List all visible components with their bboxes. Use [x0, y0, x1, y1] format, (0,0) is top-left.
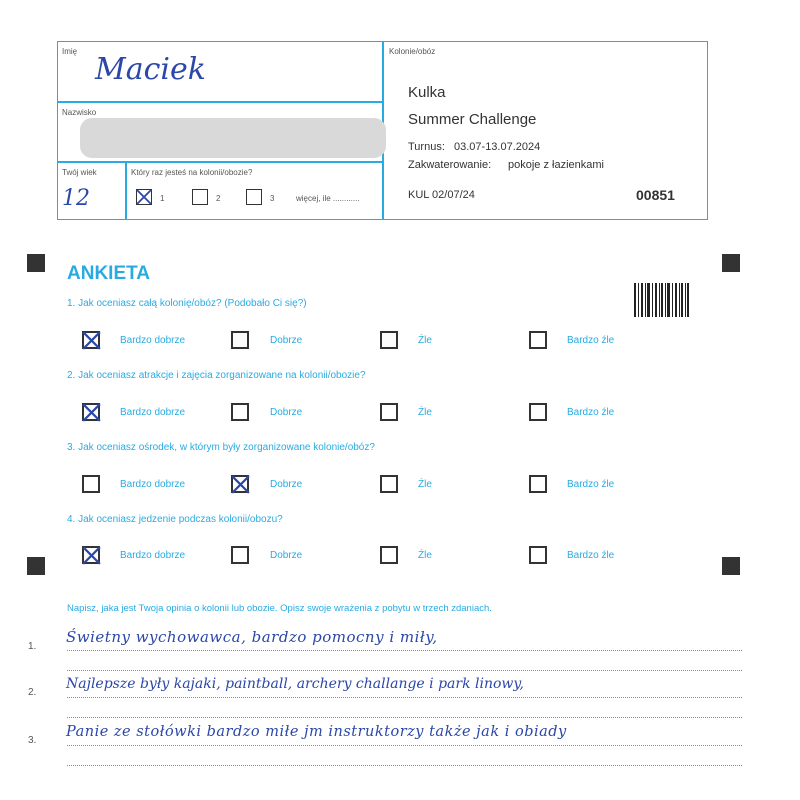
question-3-option-very-good: Bardzo dobrze: [120, 479, 186, 490]
opinion-prompt: Napisz, jaka jest Twoja opinia o kolonii lub obozie. Opisz swoje wrażenia z pobytu w trzech zdaniach.: [67, 603, 492, 614]
question-3-option-bad: Źle: [418, 479, 432, 490]
registration-marker-top-right: [722, 254, 740, 272]
times-checkbox-3[interactable]: [246, 189, 262, 205]
opinion-number-2: 2.: [28, 687, 37, 698]
survey-title: ANKIETA: [67, 263, 151, 284]
opinion-line-3b: [67, 765, 742, 766]
age-label: Twój wiek: [62, 168, 97, 177]
question-3-checkbox-very-bad[interactable]: [529, 475, 547, 493]
question-1-text: 1. Jak oceniasz całą kolonię/obóz? (Podobało Ci się?): [67, 298, 307, 309]
age-value[interactable]: 12: [62, 186, 90, 211]
question-3-checkbox-very-good[interactable]: [82, 475, 100, 493]
check-x-icon: [135, 188, 153, 206]
opinion-sentence-3[interactable]: Panie ze stołówki bardzo miłe jm instruktorzy także jak i obiady: [66, 724, 567, 740]
times-checkbox-2[interactable]: [192, 189, 208, 205]
times-option-more: więcej, ile ............: [296, 194, 360, 203]
question-1-checkbox-very-bad[interactable]: [529, 331, 547, 349]
camp-label: Kolonie/obóz: [389, 47, 436, 56]
question-1-option-bad: Źle: [418, 335, 432, 346]
registration-marker-top-left: [27, 254, 45, 272]
opinion-line-2b: [67, 717, 742, 718]
question-1-checkbox-good[interactable]: [231, 331, 249, 349]
registration-marker-bottom-left: [27, 557, 45, 575]
question-4-option-good: Dobrze: [270, 550, 303, 561]
camp-name: Kulka: [408, 84, 446, 101]
name-label: Imię: [62, 47, 78, 56]
question-1-option-good: Dobrze: [270, 335, 303, 346]
question-2-checkbox-bad[interactable]: [380, 403, 398, 421]
turnus-label: Turnus:: [408, 141, 445, 153]
question-2-option-very-bad: Bardzo źle: [567, 407, 615, 418]
question-3-checkbox-bad[interactable]: [380, 475, 398, 493]
question-1-checkbox-very-good[interactable]: [82, 331, 100, 349]
times-option-1: 1: [160, 194, 165, 203]
opinion-line-1b: [67, 670, 742, 671]
question-4-text: 4. Jak oceniasz jedzenie podczas kolonii/obozu?: [67, 514, 283, 525]
camp-code: KUL 02/07/24: [408, 189, 475, 201]
check-x-icon: [81, 545, 101, 565]
camp-program: Summer Challenge: [408, 111, 537, 128]
question-3-checkbox-good[interactable]: [231, 475, 249, 493]
opinion-number-1: 1.: [28, 641, 37, 652]
question-1-option-very-good: Bardzo dobrze: [120, 335, 186, 346]
question-2-text: 2. Jak oceniasz atrakcje i zajęcia zorganizowane na kolonii/obozie?: [67, 370, 366, 381]
question-4-checkbox-very-bad[interactable]: [529, 546, 547, 564]
check-x-icon: [81, 402, 101, 422]
check-x-icon: [81, 330, 101, 350]
question-3-option-very-bad: Bardzo źle: [567, 479, 615, 490]
registration-marker-bottom-right: [722, 557, 740, 575]
question-2-checkbox-very-good[interactable]: [82, 403, 100, 421]
question-2-option-very-good: Bardzo dobrze: [120, 407, 186, 418]
question-4-option-very-bad: Bardzo źle: [567, 550, 615, 561]
question-2-checkbox-very-bad[interactable]: [529, 403, 547, 421]
surname-label: Nazwisko: [62, 108, 97, 117]
times-label: Który raz jesteś na kolonii/obozie?: [131, 168, 253, 177]
times-option-2: 2: [216, 194, 221, 203]
form-number: 00851: [636, 187, 675, 203]
question-4-checkbox-very-good[interactable]: [82, 546, 100, 564]
turnus-value: 03.07-13.07.2024: [454, 141, 541, 153]
question-3-text: 3. Jak oceniasz ośrodek, w którym były zorganizowane kolonie/obóz?: [67, 442, 375, 453]
opinion-line-2a: [67, 697, 742, 698]
opinion-number-3: 3.: [28, 735, 37, 746]
question-4-option-bad: Źle: [418, 550, 432, 561]
opinion-line-3a: [67, 745, 742, 746]
accommodation-label: Zakwaterowanie:: [408, 159, 492, 171]
question-4-checkbox-bad[interactable]: [380, 546, 398, 564]
question-2-option-bad: Źle: [418, 407, 432, 418]
opinion-sentence-2[interactable]: Najlepsze były kajaki, paintball, archery challange i park linowy,: [66, 676, 524, 692]
accommodation-value: pokoje z łazienkami: [508, 159, 604, 171]
question-4-option-very-good: Bardzo dobrze: [120, 550, 186, 561]
question-3-option-good: Dobrze: [270, 479, 303, 490]
name-value[interactable]: Maciek: [95, 52, 206, 87]
redacted-surname: [80, 118, 386, 158]
opinion-line-1a: [67, 650, 742, 651]
check-x-icon: [230, 474, 250, 494]
question-1-checkbox-bad[interactable]: [380, 331, 398, 349]
question-1-option-very-bad: Bardzo źle: [567, 335, 615, 346]
times-checkbox-1[interactable]: [136, 189, 152, 205]
times-option-3: 3: [270, 194, 275, 203]
opinion-sentence-1[interactable]: Świetny wychowawca, bardzo pomocny i miły,: [66, 628, 438, 646]
question-2-checkbox-good[interactable]: [231, 403, 249, 421]
question-2-option-good: Dobrze: [270, 407, 303, 418]
question-4-checkbox-good[interactable]: [231, 546, 249, 564]
barcode-icon: [634, 283, 689, 317]
